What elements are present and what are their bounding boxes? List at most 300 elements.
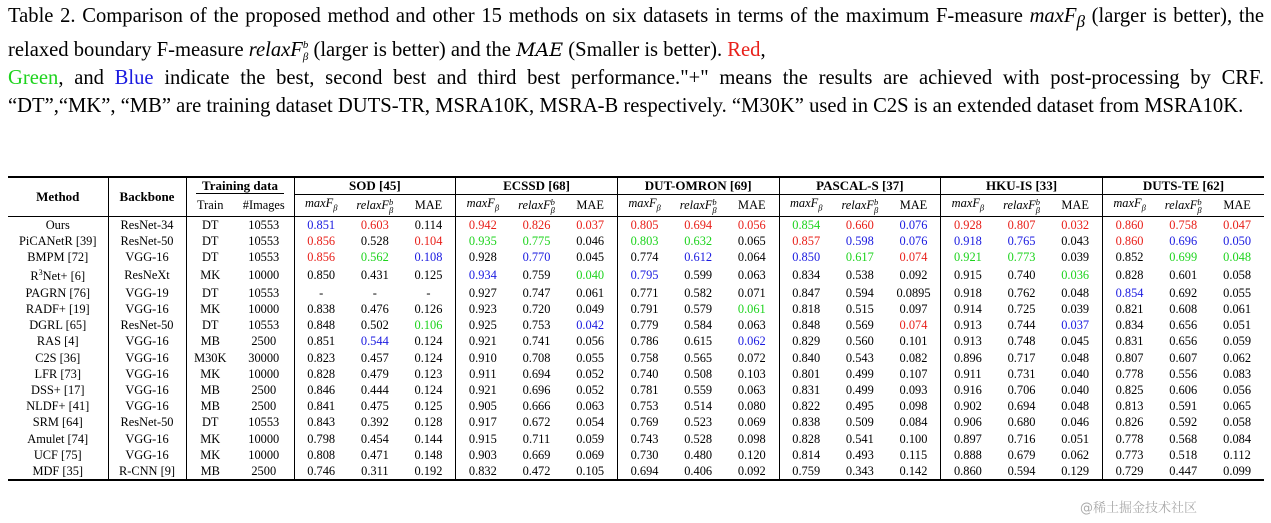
value-cell: 0.062 <box>1061 447 1090 462</box>
metric-header-relaxf: relaxF b β <box>671 195 725 217</box>
value-cell: 0.076 <box>887 216 941 233</box>
value-cell: 0.748 <box>1007 334 1036 349</box>
backbone-cell: R-CNN [9] <box>108 463 186 480</box>
value-cell: 0.065 <box>1223 399 1252 414</box>
value-cell: 0.495 <box>845 399 874 414</box>
images-cell: 10553 <box>234 233 294 249</box>
value-cell: 0.601 <box>1169 268 1198 283</box>
value-cell: 0.538 <box>845 268 874 283</box>
method-cell: PAGRN [76] <box>8 285 108 301</box>
value-cell: 0.544 <box>360 334 389 349</box>
value-cell: 0.098 <box>899 399 928 414</box>
caption-mae: MAE <box>516 39 564 62</box>
value-cell: 0.725 <box>1007 302 1036 317</box>
images-cell: 10553 <box>234 216 294 233</box>
value-cell: 0.915 <box>456 431 510 447</box>
value-cell: 0.828 <box>307 366 336 381</box>
value-cell: 0.471 <box>360 447 389 462</box>
backbone-cell: VGG-16 <box>108 431 186 447</box>
value-cell: 0.857 <box>779 233 833 249</box>
images-cell: 10000 <box>234 447 294 463</box>
value-cell: 0.083 <box>1223 366 1252 381</box>
value-cell: 0.062 <box>737 334 766 349</box>
images-cell: 10000 <box>234 301 294 317</box>
table-row <box>8 447 1264 463</box>
value-cell: 0.125 <box>414 268 443 283</box>
value-cell: 0.515 <box>845 302 874 317</box>
metric-header-maxf: maxF$_\beta$ <box>1102 195 1156 217</box>
value-cell: 0.579 <box>684 302 713 317</box>
value-cell: 0.514 <box>684 399 713 414</box>
metric-header-mae: MAE <box>1210 195 1264 217</box>
value-cell: 0.508 <box>684 366 713 381</box>
caption-green-word: Green <box>8 67 59 90</box>
value-cell: 0.814 <box>779 447 833 463</box>
value-cell: 0.100 <box>899 431 928 446</box>
value-cell: 0.592 <box>1169 415 1198 430</box>
value-cell: 0.036 <box>1061 268 1090 283</box>
value-cell: 0.731 <box>1007 366 1036 381</box>
table-row <box>8 233 1264 249</box>
value-cell: 0.192 <box>402 463 456 480</box>
value-cell: 0.680 <box>1007 415 1036 430</box>
value-cell: 0.074 <box>899 318 928 333</box>
header-dataset-sod: SOD [45] <box>294 177 456 195</box>
value-cell: 0.062 <box>1223 350 1252 365</box>
method-cell: Amulet [74] <box>8 431 108 447</box>
value-cell: 0.607 <box>1169 350 1198 365</box>
value-cell: 0.056 <box>1223 383 1252 398</box>
value-cell: 0.852 <box>1102 249 1156 265</box>
images-cell: 10000 <box>234 265 294 284</box>
value-cell: 0.927 <box>456 285 510 301</box>
value-cell: 0.098 <box>737 431 766 446</box>
value-cell: 0.747 <box>522 285 551 300</box>
value-cell: 0.499 <box>845 383 874 398</box>
value-cell: 0.822 <box>779 398 833 414</box>
value-cell: 0.759 <box>779 463 833 480</box>
value-cell: 0.928 <box>941 216 995 233</box>
value-cell: 0.851 <box>307 334 336 349</box>
metric-header-mae: MAE <box>402 195 456 217</box>
value-cell: 0.911 <box>941 366 995 382</box>
value-cell: 0.050 <box>1223 234 1252 249</box>
value-cell: 0.778 <box>1102 431 1156 447</box>
value-cell: 0.502 <box>360 318 389 333</box>
value-cell: 0.848 <box>779 317 833 333</box>
value-cell: 0.061 <box>1223 302 1252 317</box>
value-cell: 0.744 <box>1007 318 1036 333</box>
value-cell: 0.523 <box>684 415 713 430</box>
value-cell: 0.903 <box>456 447 510 463</box>
header-method: Method <box>8 177 108 216</box>
value-cell: 0.559 <box>684 383 713 398</box>
metric-header-mae: MAE <box>725 195 779 217</box>
value-cell: 0.092 <box>725 463 779 480</box>
value-cell: 0.063 <box>737 268 766 283</box>
value-cell: 0.801 <box>779 366 833 382</box>
table-row <box>8 317 1264 333</box>
value-cell: 0.058 <box>1223 268 1252 283</box>
value-cell: 0.104 <box>414 234 443 249</box>
value-cell: 0.063 <box>576 399 605 414</box>
value-cell: 0.791 <box>617 301 671 317</box>
value-cell: 0.923 <box>456 301 510 317</box>
value-cell: 0.040 <box>576 268 605 283</box>
caption-lead: Table 2. Comparison of the proposed method and other 15 methods on six datasets in terms of the maximum F-measure <box>8 5 1030 27</box>
value-cell: 0.918 <box>941 285 995 301</box>
table-row <box>8 265 1264 284</box>
value-cell: 0.696 <box>1169 234 1198 249</box>
value-cell: 0.860 <box>1102 216 1156 233</box>
value-cell: 0.746 <box>294 463 348 480</box>
caption-mid1: (larger is better), the relaxed boundary F-measure <box>8 5 1265 62</box>
value-cell: 0.838 <box>307 302 336 317</box>
value-cell: 0.775 <box>522 234 551 249</box>
value-cell: 0.762 <box>1007 285 1036 300</box>
value-cell: 0.847 <box>779 285 833 301</box>
value-cell: 0.105 <box>563 463 617 480</box>
value-cell: 0.591 <box>1169 399 1198 414</box>
value-cell: 0.888 <box>941 447 995 463</box>
value-cell: 0.694 <box>671 216 725 233</box>
value-cell: 0.786 <box>617 333 671 349</box>
value-cell: 0.045 <box>576 250 605 265</box>
table-caption: Table 2. Comparison of the proposed method and other 15 methods on six datasets in terms of the maximum F-measure maxF$_\beta$ (larger is better), the relaxed boundary F-measure relaxF b β (larger is better) and the MAE (Smaller is better). Red, Green, and Blue indicate the best, second best and third best performance."+" means the results are achieved with post-processing by CRF. “DT”,“MK”, “MB” are training dataset DUTS-TR, MSRA10K, MSRA-B respectively. “M30K” used in C2S is an extended dataset from MSRA10K. <box>8 5 1265 118</box>
value-cell: 0.063 <box>737 383 766 398</box>
metric-header-relaxf: relaxF b β <box>995 195 1049 217</box>
value-cell: 0.914 <box>941 301 995 317</box>
value-cell: 0.565 <box>684 350 713 365</box>
value-cell: 0.729 <box>1102 463 1156 480</box>
value-cell: 0.543 <box>845 350 874 365</box>
value-cell: 0.921 <box>941 249 995 265</box>
value-cell: 0.854 <box>779 216 833 233</box>
train-cell: DT <box>201 250 219 265</box>
value-cell: 0.905 <box>456 398 510 414</box>
value-cell: 0.112 <box>1223 447 1251 462</box>
images-cell: 10000 <box>234 366 294 382</box>
value-cell: 0.037 <box>563 216 617 233</box>
value-cell: 0.072 <box>737 350 766 365</box>
value-cell: 0.059 <box>576 431 605 446</box>
table-row <box>8 463 1264 480</box>
value-cell: 0.699 <box>1169 250 1198 265</box>
value-cell: 0.711 <box>522 431 551 446</box>
value-cell: 0.753 <box>522 318 551 333</box>
value-cell: 0.832 <box>456 463 510 480</box>
train-cell: DT <box>201 234 219 249</box>
header-dataset-ecssd: ECSSD [68] <box>456 177 618 195</box>
value-cell: 0.692 <box>1169 285 1198 300</box>
value-cell: 0.913 <box>941 317 995 333</box>
images-cell: 2500 <box>234 463 294 480</box>
value-cell: - <box>426 285 431 300</box>
value-cell: 0.080 <box>737 399 766 414</box>
value-cell: 0.826 <box>1102 414 1156 430</box>
value-cell: 0.840 <box>779 350 833 366</box>
value-cell: 0.084 <box>899 415 928 430</box>
method-cell: DGRL [65] <box>8 317 108 333</box>
value-cell: 0.039 <box>1061 302 1090 317</box>
value-cell: 0.518 <box>1169 447 1198 462</box>
method-cell: DSS+ [17] <box>8 382 108 398</box>
value-cell: 0.528 <box>360 234 389 249</box>
value-cell: 0.911 <box>456 366 510 382</box>
value-cell: 0.934 <box>456 265 510 284</box>
metric-header-relaxf: relaxF b β <box>1156 195 1210 217</box>
value-cell: 0.108 <box>414 250 443 265</box>
images-cell: 2500 <box>234 333 294 349</box>
value-cell: 0.831 <box>1102 333 1156 349</box>
value-cell: 0.049 <box>576 302 605 317</box>
value-cell: 0.769 <box>617 414 671 430</box>
value-cell: 0.128 <box>414 415 443 430</box>
value-cell: 0.906 <box>941 414 995 430</box>
value-cell: 0.063 <box>737 318 766 333</box>
method-cell: RADF+ [19] <box>8 301 108 317</box>
value-cell: 0.594 <box>995 463 1049 480</box>
metric-header-maxf: maxF$_\beta$ <box>779 195 833 217</box>
value-cell: 0.918 <box>941 233 995 249</box>
images-cell: 10553 <box>234 285 294 301</box>
backbone-cell: VGG-16 <box>108 249 186 265</box>
value-cell: 0.795 <box>617 265 671 284</box>
value-cell: 0.509 <box>845 415 874 430</box>
value-cell: 0.043 <box>1061 234 1090 249</box>
value-cell: 0.560 <box>845 334 874 349</box>
value-cell: 0.476 <box>360 302 389 317</box>
value-cell: 0.679 <box>1007 447 1036 462</box>
caption-relaxf: relaxF b β <box>248 39 309 64</box>
value-cell: - <box>319 285 324 300</box>
value-cell: 0.042 <box>576 318 605 333</box>
value-cell: 0.615 <box>684 334 713 349</box>
value-cell: 0.848 <box>307 318 336 333</box>
value-cell: 0.753 <box>617 398 671 414</box>
value-cell: 0.617 <box>845 250 874 265</box>
backbone-cell: ResNet-50 <box>108 317 186 333</box>
value-cell: 0.860 <box>1102 233 1156 249</box>
backbone-cell: VGG-16 <box>108 333 186 349</box>
value-cell: 0.101 <box>899 334 928 349</box>
table-row <box>8 301 1264 317</box>
value-cell: 0.666 <box>522 399 551 414</box>
value-cell: 0.821 <box>1102 301 1156 317</box>
table-row <box>8 382 1264 398</box>
value-cell: 0.599 <box>684 268 713 283</box>
method-cell: $R^3Net+ [6]$ <box>8 265 108 284</box>
results-table <box>8 176 1264 481</box>
images-cell: 30000 <box>234 350 294 366</box>
value-cell: 0.444 <box>360 383 389 398</box>
value-cell: 0.694 <box>522 366 551 381</box>
value-cell: 0.779 <box>617 317 671 333</box>
value-cell: 0.032 <box>1048 216 1102 233</box>
value-cell: 0.720 <box>522 302 551 317</box>
value-cell: 0.716 <box>1007 431 1036 446</box>
value-cell: 0.834 <box>779 265 833 284</box>
value-cell: 0.925 <box>456 317 510 333</box>
value-cell: 0.071 <box>737 285 766 300</box>
caption-mid2: (larger is better) and the <box>308 39 517 62</box>
value-cell: 0.612 <box>684 250 713 265</box>
value-cell: 0.046 <box>576 234 605 249</box>
value-cell: 0.058 <box>1223 415 1252 430</box>
value-cell: 0.669 <box>522 447 551 462</box>
value-cell: 0.406 <box>671 463 725 480</box>
value-cell: 0.048 <box>1061 350 1090 365</box>
value-cell: 0.829 <box>779 333 833 349</box>
value-cell: 0.851 <box>294 216 348 233</box>
table-row <box>8 350 1264 366</box>
value-cell: 0.584 <box>684 318 713 333</box>
value-cell: 0.064 <box>737 250 766 265</box>
value-cell: 0.431 <box>360 268 389 283</box>
method-cell: C2S [36] <box>8 350 108 366</box>
value-cell: 0.781 <box>617 382 671 398</box>
value-cell: 0.454 <box>360 431 389 446</box>
value-cell: 0.694 <box>1007 399 1036 414</box>
value-cell: 0.856 <box>307 250 336 265</box>
value-cell: 0.828 <box>1102 265 1156 284</box>
value-cell: 0.541 <box>845 431 874 446</box>
metric-header-relaxf: relaxF b β <box>833 195 887 217</box>
table-row <box>8 366 1264 382</box>
value-cell: 0.052 <box>576 366 605 381</box>
value-cell: 0.125 <box>414 399 443 414</box>
value-cell: 0.048 <box>1223 250 1252 265</box>
table-row <box>8 398 1264 414</box>
value-cell: 0.656 <box>1169 334 1198 349</box>
value-cell: 0.056 <box>725 216 779 233</box>
value-cell: 0.740 <box>617 366 671 382</box>
caption-red-word: Red <box>727 39 761 62</box>
value-cell: 0.846 <box>307 383 336 398</box>
backbone-cell: ResNet-50 <box>108 414 186 430</box>
table-row <box>8 249 1264 265</box>
caption-blue-word: Blue <box>114 67 154 90</box>
value-cell: 0.854 <box>1102 285 1156 301</box>
value-cell: 0.082 <box>899 350 928 365</box>
metric-header-row <box>8 195 1264 217</box>
value-cell: 0.838 <box>779 414 833 430</box>
header-backbone: Backbone <box>108 177 186 216</box>
header-images: #Images <box>234 195 294 217</box>
metric-header-maxf: maxF$_\beta$ <box>941 195 995 217</box>
value-cell: 0.608 <box>1169 302 1198 317</box>
value-cell: 0.099 <box>1210 463 1264 480</box>
value-cell: 0.040 <box>1061 366 1090 381</box>
header-dataset-dut-omron: DUT-OMRON [69] <box>617 177 779 195</box>
value-cell: 0.311 <box>348 463 402 480</box>
value-cell: 0.743 <box>617 431 671 447</box>
caption-maxf: maxF$_\beta$ <box>1029 5 1085 32</box>
train-cell: MB <box>200 383 220 398</box>
method-cell: RAS [4] <box>8 333 108 349</box>
value-cell: 0.046 <box>1061 415 1090 430</box>
value-cell: 0.759 <box>522 268 551 283</box>
train-cell: DT <box>186 216 234 233</box>
value-cell: 0.706 <box>1007 383 1036 398</box>
metric-header-mae: MAE <box>1048 195 1102 217</box>
images-cell: 2500 <box>234 398 294 414</box>
value-cell: 0.562 <box>360 250 389 265</box>
value-cell: 0.717 <box>1007 350 1036 365</box>
value-cell: 0.935 <box>456 233 510 249</box>
value-cell: 0.694 <box>617 463 671 480</box>
value-cell: 0.457 <box>360 350 389 365</box>
train-cell: MB <box>186 463 234 480</box>
value-cell: 0.825 <box>1102 382 1156 398</box>
value-cell: 0.059 <box>1223 334 1252 349</box>
value-cell: 0.039 <box>1061 250 1090 265</box>
header-dataset-pascal-s: PASCAL-S [37] <box>779 177 941 195</box>
value-cell: 0.097 <box>899 302 928 317</box>
value-cell: 0.805 <box>617 216 671 233</box>
method-cell: MDF [35] <box>8 463 108 480</box>
value-cell: 0.807 <box>1102 350 1156 366</box>
backbone-cell: VGG-16 <box>108 366 186 382</box>
value-cell: 0.144 <box>414 431 443 446</box>
value-cell: 0.828 <box>779 431 833 447</box>
backbone-cell: ResNet-50 <box>108 233 186 249</box>
value-cell: 0.850 <box>779 249 833 265</box>
value-cell: 0.841 <box>307 399 336 414</box>
metric-header-maxf: maxF$_\beta$ <box>617 195 671 217</box>
value-cell: 0.129 <box>1048 463 1102 480</box>
train-cell: MK <box>200 447 221 462</box>
value-cell: 0.758 <box>1156 216 1210 233</box>
value-cell: 0.708 <box>522 350 551 365</box>
value-cell: 0.917 <box>456 414 510 430</box>
caption-mid3: (Smaller is better). <box>563 39 728 62</box>
value-cell: 0.813 <box>1102 398 1156 414</box>
train-cell: MK <box>200 366 221 381</box>
metric-header-relaxf: relaxF b β <box>510 195 564 217</box>
value-cell: 0.770 <box>522 250 551 265</box>
value-cell: 0.730 <box>617 447 671 463</box>
value-cell: 0.598 <box>845 234 874 249</box>
value-cell: 0.568 <box>1169 431 1198 446</box>
value-cell: 0.065 <box>737 234 766 249</box>
backbone-cell: VGG-16 <box>108 301 186 317</box>
value-cell: 0.826 <box>510 216 564 233</box>
train-cell: DT <box>201 285 219 300</box>
value-cell: 0.778 <box>1102 366 1156 382</box>
value-cell: 0.124 <box>414 383 443 398</box>
table-row <box>8 216 1264 233</box>
metric-header-mae: MAE <box>887 195 941 217</box>
value-cell: 0.916 <box>941 382 995 398</box>
metric-header-maxf: maxF$_\beta$ <box>294 195 348 217</box>
value-cell: 0.896 <box>941 350 995 366</box>
value-cell: 0.343 <box>833 463 887 480</box>
value-cell: 0.834 <box>1102 317 1156 333</box>
value-cell: 0.569 <box>845 318 874 333</box>
header-dataset-duts-te: DUTS-TE [62] <box>1102 177 1264 195</box>
value-cell: 0.054 <box>576 415 605 430</box>
train-cell: M30K <box>194 350 227 365</box>
value-cell: 0.142 <box>887 463 941 480</box>
backbone-cell: VGG-16 <box>108 447 186 463</box>
value-cell: 0.696 <box>522 383 551 398</box>
value-cell: 0.606 <box>1169 383 1198 398</box>
backbone-cell: ResNet-34 <box>108 216 186 233</box>
method-cell: NLDF+ [41] <box>8 398 108 414</box>
value-cell: 0.123 <box>414 366 443 381</box>
train-cell: MB <box>200 399 220 414</box>
